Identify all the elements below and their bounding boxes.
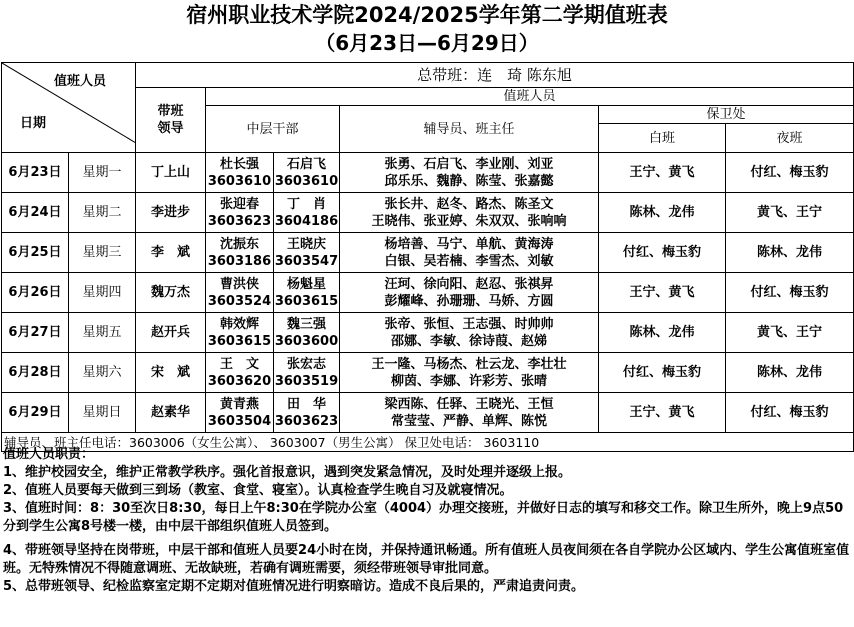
- row-weekday: 星期四: [69, 273, 136, 313]
- row-leader: 宋 斌: [136, 353, 206, 393]
- row-cadre-2: 田 华 3603623: [274, 393, 340, 433]
- row-cadre-2: 丁 肖 3604186: [274, 193, 340, 233]
- row-day-shift: 王宁、黄飞: [599, 273, 726, 313]
- table-row: [2, 393, 854, 433]
- duty-table: [1, 62, 854, 452]
- row-date: 6月23日: [2, 153, 69, 193]
- row-weekday: 星期日: [69, 393, 136, 433]
- row-leader: 李进步: [136, 193, 206, 233]
- row-cadre-2: 石启飞 3603610: [274, 153, 340, 193]
- row-date: 6月26日: [2, 273, 69, 313]
- table-row: [2, 153, 854, 193]
- row-leader: 李 斌: [136, 233, 206, 273]
- row-counselors: 梁西陈、任驿、王晓光、王恒 常莹莹、严静、单辉、陈悦: [340, 393, 599, 433]
- row-date: 6月25日: [2, 233, 69, 273]
- general-leader: 总带班：连 琦 陈东旭: [136, 63, 854, 88]
- duty-notes: [3, 446, 851, 596]
- row-night-shift: 陈林、龙伟: [726, 353, 854, 393]
- table-row: [2, 273, 854, 313]
- row-cadre-2: 王晓庆 3603547: [274, 233, 340, 273]
- row-cadre-1: 曹洪侠 3603524: [206, 273, 274, 313]
- row-day-shift: 陈林、龙伟: [599, 193, 726, 233]
- page-title: 宿州职业技术学院2024/2025学年第二学期值班表: [186, 3, 668, 27]
- note-item: 3、值班时间：8：30至次日8:30，每日上午8:30在学院办公室（4004）办理交接班，并做好日志的填写和移交工作。除卫生所外，晚上9点50分到学生公寓8号楼一楼，由中层干部组织值班人员签到。: [3, 501, 844, 534]
- row-counselors: 汪珂、徐向阳、赵忍、张祺昇 彭耀峰、孙珊珊、马娇、方圆: [340, 273, 599, 313]
- row-day-shift: 付红、梅玉豹: [599, 233, 726, 273]
- row-date: 6月27日: [2, 313, 69, 353]
- header-security-office: 保卫处: [599, 106, 854, 124]
- header-night-shift: 夜班: [726, 124, 854, 153]
- row-day-shift: 王宁、黄飞: [599, 153, 726, 193]
- row-counselors: 张帝、张恒、王志强、时帅帅 邵娜、李敏、徐诗葭、赵娣: [340, 313, 599, 353]
- row-leader: 赵素华: [136, 393, 206, 433]
- header-day-shift: 白班: [599, 124, 726, 153]
- header-leader: 带班 领导: [136, 88, 206, 153]
- row-date: 6月29日: [2, 393, 69, 433]
- header-mid-cadre: 中层干部: [206, 106, 340, 153]
- note-item: 5、总带班领导、纪检监察室定期不定期对值班情况进行明察暗访。造成不良后果的，严肃追责问责。: [3, 579, 585, 594]
- row-leader: 魏万杰: [136, 273, 206, 313]
- corner-header: [2, 63, 136, 153]
- row-cadre-1: 张迎春 3603623: [206, 193, 274, 233]
- row-cadre-1: 王 文 3603620: [206, 353, 274, 393]
- row-night-shift: 黄飞、王宁: [726, 193, 854, 233]
- table-row: [2, 313, 854, 353]
- row-weekday: 星期六: [69, 353, 136, 393]
- note-item: 1、维护校园安全，维护正常教学秩序。强化首报意识，遇到突发紧急情况，及时处理并逐级上报。: [3, 465, 572, 480]
- page-subtitle: （6月23日—6月29日）: [315, 31, 539, 55]
- row-date: 6月24日: [2, 193, 69, 233]
- phone-numbers: 辅导员、班主任电话：3603006（女生公寓）、 3603007（男生公寓） 保卫处电话： 3603110: [2, 433, 854, 452]
- row-weekday: 星期三: [69, 233, 136, 273]
- row-day-shift: 王宁、黄飞: [599, 393, 726, 433]
- row-cadre-1: 韩效辉 3603615: [206, 313, 274, 353]
- row-day-shift: 付红、梅玉豹: [599, 353, 726, 393]
- row-counselors: 王一隆、马杨杰、杜云龙、李壮壮 柳茵、李娜、许彩芳、张晴: [340, 353, 599, 393]
- row-leader: 丁上山: [136, 153, 206, 193]
- table-row: [2, 233, 854, 273]
- row-night-shift: 付红、梅玉豹: [726, 393, 854, 433]
- row-date: 6月28日: [2, 353, 69, 393]
- row-night-shift: 黄飞、王宁: [726, 313, 854, 353]
- row-weekday: 星期一: [69, 153, 136, 193]
- table-row: [2, 353, 854, 393]
- row-weekday: 星期二: [69, 193, 136, 233]
- row-cadre-1: 沈振东 3603186: [206, 233, 274, 273]
- row-day-shift: 陈林、龙伟: [599, 313, 726, 353]
- row-weekday: 星期五: [69, 313, 136, 353]
- row-night-shift: 付红、梅玉豹: [726, 273, 854, 313]
- table-row: [2, 193, 854, 233]
- row-counselors: 张长井、赵冬、路杰、陈圣文 王晓伟、张亚婷、朱双双、张响响: [340, 193, 599, 233]
- row-cadre-2: 魏三强 3603600: [274, 313, 340, 353]
- row-night-shift: 付红、梅玉豹: [726, 153, 854, 193]
- header-date: 日期: [20, 116, 47, 131]
- header-duty-person: 值班人员: [54, 74, 107, 89]
- row-cadre-2: 张宏志 3603519: [274, 353, 340, 393]
- row-counselors: 张勇、石启飞、李业刚、刘亚 邱乐乐、魏静、陈莹、张嘉懿: [340, 153, 599, 193]
- header-counselor: 辅导员、班主任: [340, 106, 599, 153]
- row-night-shift: 陈林、龙伟: [726, 233, 854, 273]
- notes-heading: 值班人员职责：: [3, 447, 95, 462]
- note-item: 2、值班人员要每天做到三到场（教室、食堂、寝室）。认真检查学生晚自习及就寝情况。: [3, 483, 513, 498]
- note-item: 4、带班领导坚持在岗带班，中层干部和值班人员要24小时在岗，并保持通讯畅通。所有值班人员夜间须在各自学院办公区域内、学生公寓值班室值班。无特殊情况不得随意调班、无故缺班，若确有调班需要，须经带班领导审批同意。: [3, 543, 850, 576]
- row-cadre-1: 黄青燕 3603504: [206, 393, 274, 433]
- row-cadre-1: 杜长强 3603610: [206, 153, 274, 193]
- header-duty-staff: 值班人员: [206, 88, 854, 106]
- row-cadre-2: 杨魁星 3603615: [274, 273, 340, 313]
- row-counselors: 杨培善、马宁、单航、黄海涛 白银、吴若楠、李雪杰、刘敏: [340, 233, 599, 273]
- row-leader: 赵开兵: [136, 313, 206, 353]
